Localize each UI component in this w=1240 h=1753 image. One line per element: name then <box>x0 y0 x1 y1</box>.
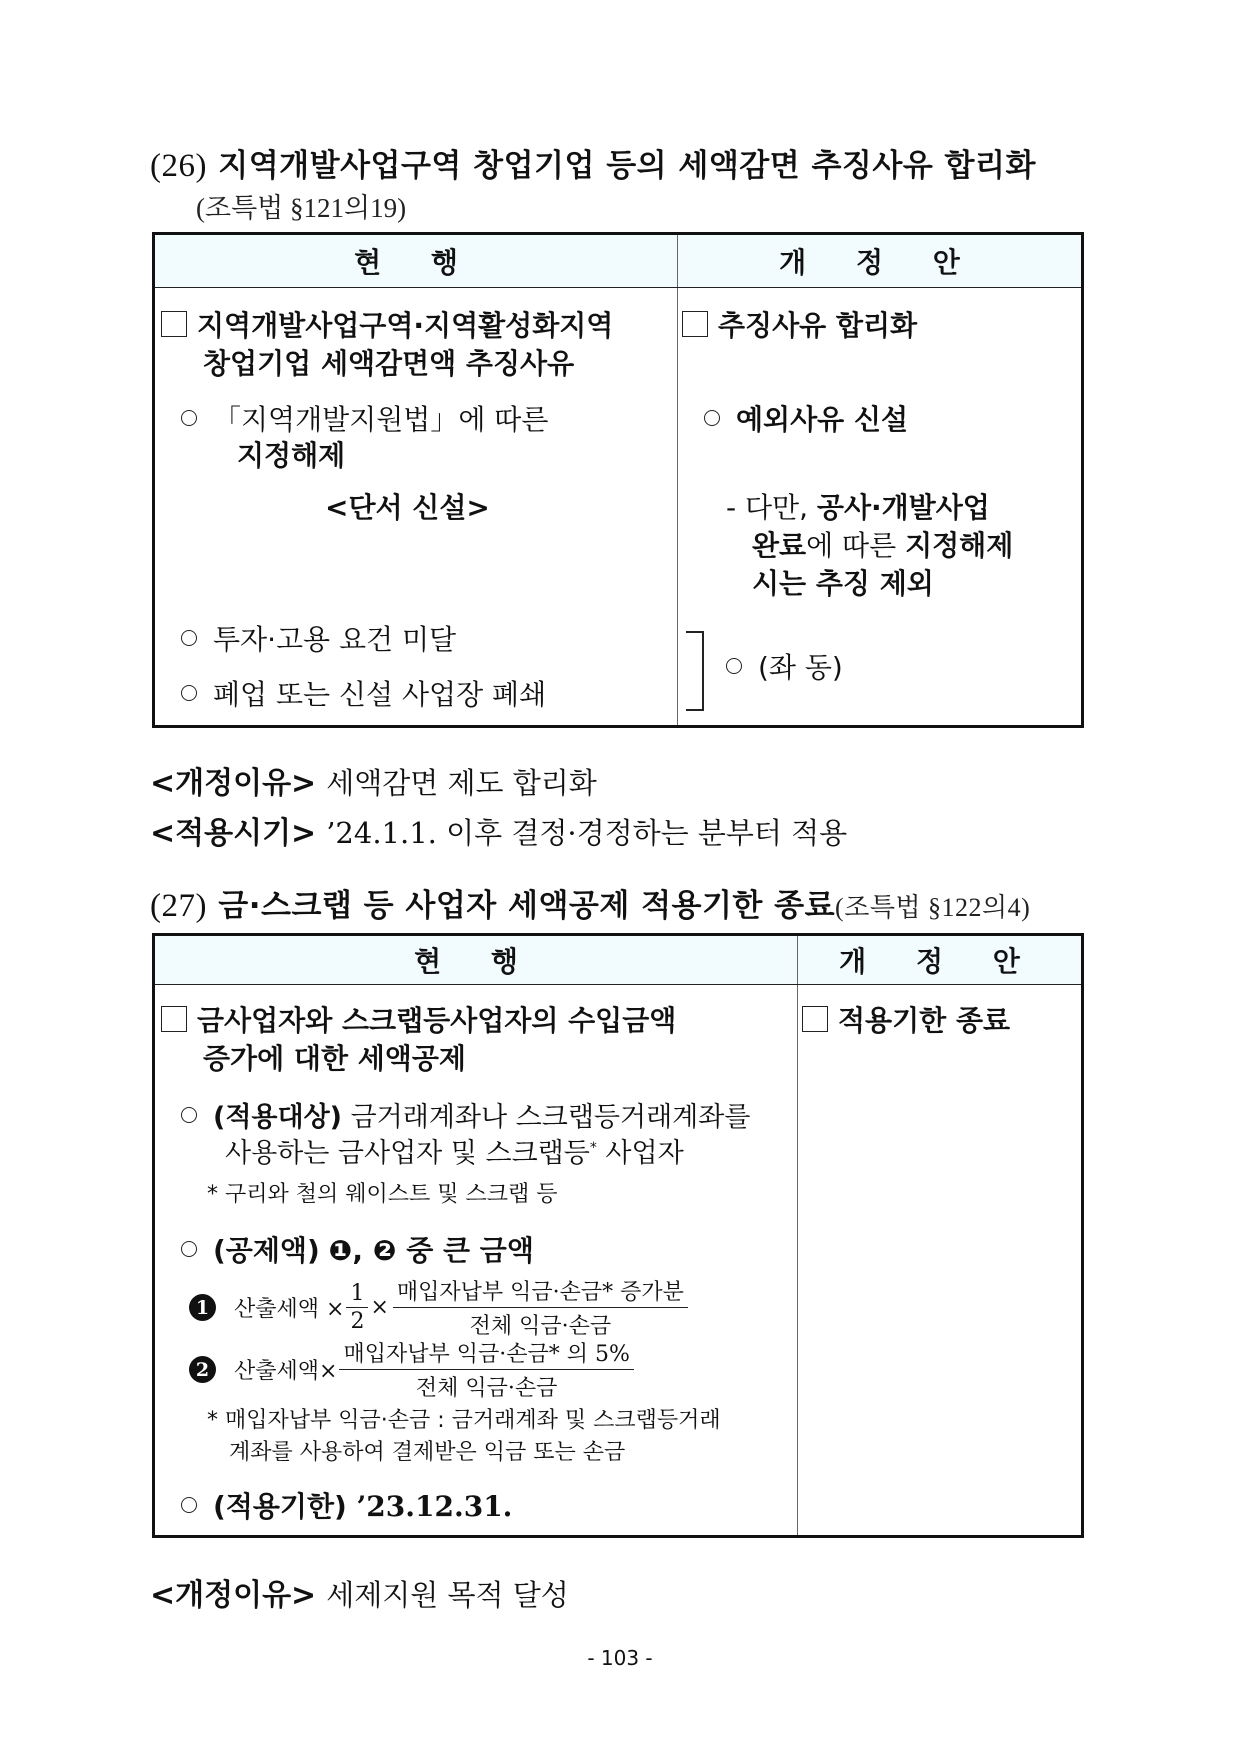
header-proposed: 개 정 안 <box>798 935 1083 985</box>
current-item-2: 투자·고용 요건 미달 <box>181 618 456 658</box>
deadline-item: (적용기한) ’23.12.31. <box>181 1485 512 1525</box>
current-item-1-cont: 지정해제 <box>237 439 346 472</box>
number-1-circle-icon: 1 <box>189 1294 216 1321</box>
target-item: (적용대상) 금거래계좌나 스크랩등거래계좌를 <box>181 1095 750 1134</box>
current-main-item-cont: 증가에 대한 세액공제 <box>203 1042 466 1075</box>
current-main-item-cont: 창업기업 세액감면액 추징사유 <box>203 347 575 380</box>
current-item-3: 폐업 또는 신설 사업장 폐쇄 <box>181 673 546 713</box>
header-current: 현 행 <box>154 234 678 288</box>
comparison-table-26 <box>152 232 1084 728</box>
header-proposed: 개 정 안 <box>678 234 1083 288</box>
circle-bullet-icon <box>181 685 197 701</box>
current-proviso-placeholder: <단서 신설> <box>325 491 490 524</box>
current-item-1: 「지역개발지원법」에 따른 <box>181 398 548 438</box>
formula-1: 1 산출세액 × $\frac{1}{2}$ × $\frac{\text{매입자납부 익금·손금* 증가분}}{\text{전체 익금·손금}}$ <box>189 1275 688 1340</box>
circle-bullet-icon <box>726 658 742 674</box>
target-footnote: * 구리와 철의 웨이스트 및 스크랩 등 <box>207 1182 558 1207</box>
amount-item: (공제액) ❶, ❷ 중 큰 금액 <box>181 1229 534 1269</box>
proposed-same-as-left: (좌 동) <box>726 646 843 686</box>
current-column <box>154 985 798 1537</box>
circle-bullet-icon <box>181 1497 197 1513</box>
proposed-main-item: 추징사유 합리화 <box>682 304 917 344</box>
circle-bullet-icon <box>181 1241 197 1257</box>
section-26-title <box>150 140 1036 185</box>
reason-text: 세액감면 제도 합리화 <box>326 766 597 800</box>
proposed-column <box>678 288 1083 727</box>
page-number: - 103 - <box>587 1646 653 1670</box>
proposed-proviso-line-2: 완료에 따른 지정해제 <box>752 529 1014 562</box>
checkbox-square-icon <box>161 311 187 337</box>
formula-footnote: * 매입자납부 익금·손금 : 금거래계좌 및 스크랩등거래 <box>207 1408 721 1433</box>
checkbox-square-icon <box>161 1006 187 1032</box>
number-2-circle-icon: 2 <box>189 1356 216 1383</box>
header-current: 현 행 <box>154 935 798 985</box>
comparison-table-27 <box>152 933 1084 1538</box>
reason-label: <개정이유> <box>150 766 317 801</box>
proposed-item-1: 예외사유 신설 <box>704 398 908 438</box>
circle-bullet-icon <box>181 630 197 646</box>
effective-text: ’24.1.1. 이후 결정·경정하는 분부터 적용 <box>326 816 848 850</box>
current-column <box>154 288 678 727</box>
section-number: (27) <box>150 888 207 924</box>
section-title-text: 지역개발사업구역 창업기업 등의 세액감면 추징사유 합리화 <box>218 148 1036 184</box>
checkbox-square-icon <box>682 311 708 337</box>
current-main-item: 지역개발사업구역·지역활성화지역 <box>161 304 613 344</box>
section-27-law-ref: (조특법 §122의4) <box>835 893 1031 922</box>
target-item-cont: 사용하는 금사업자 및 스크랩등* 사업자 <box>225 1138 684 1169</box>
section-26-effective <box>150 808 847 852</box>
right-bracket-icon <box>686 631 704 711</box>
reason-text: 세제지원 목적 달성 <box>326 1578 569 1612</box>
proposed-proviso-line-1: - 다만, 공사·개발사업 <box>726 491 990 524</box>
proposed-proviso-line-3: 시는 추징 제외 <box>752 567 934 600</box>
proposed-main-item: 적용기한 종료 <box>802 999 1010 1039</box>
checkbox-square-icon <box>802 1006 828 1032</box>
section-number: (26) <box>150 148 207 184</box>
reason-label: <개정이유> <box>150 1578 317 1613</box>
formula-footnote-cont: 계좌를 사용하여 결제받은 익금 또는 손금 <box>229 1440 626 1465</box>
circle-bullet-icon <box>704 410 720 426</box>
section-27-reason <box>150 1570 569 1614</box>
circle-bullet-icon <box>181 410 197 426</box>
circle-bullet-icon <box>181 1107 197 1123</box>
section-title-text: 금·스크랩 등 사업자 세액공제 적용기한 종료 <box>218 888 836 924</box>
current-main-item: 금사업자와 스크랩등사업자의 수입금액 <box>161 999 676 1039</box>
section-26-law-ref: (조특법 §121의19) <box>196 193 407 223</box>
effective-label: <적용시기> <box>150 816 317 851</box>
section-27-title <box>150 880 1030 925</box>
formula-2: 2 산출세액× $\frac{\text{매입자납부 익금·손금* 의 5\%}}{\text{전체 익금·손금}}$ <box>189 1337 634 1402</box>
section-26-reason <box>150 758 597 802</box>
proposed-column <box>798 985 1083 1537</box>
